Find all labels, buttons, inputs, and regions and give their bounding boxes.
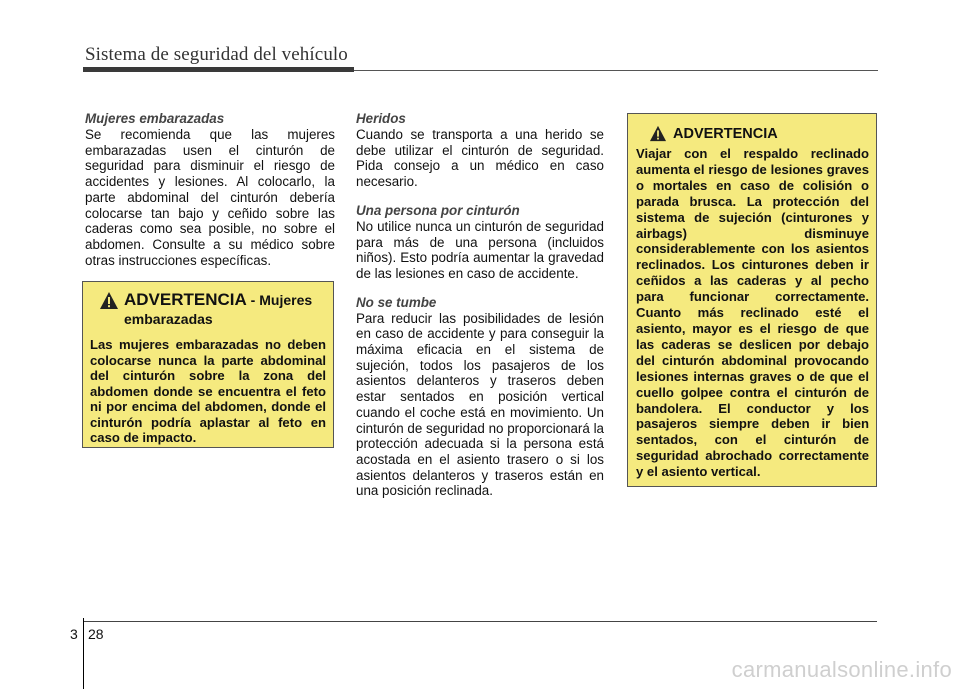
warning-title: ADVERTENCIA xyxy=(124,290,247,309)
footer-divider xyxy=(83,618,84,689)
section-body-one-person: No utilice nunca un cinturón de seguridad para más de una persona (incluidos niños). Esto podría aumentar la gravedad de las lesiones en caso de accidente. xyxy=(356,218,604,281)
warning-box-reclined xyxy=(627,113,877,487)
warning-subtitle-cont: embarazadas xyxy=(124,311,213,327)
warning-body-reclined: Viajar con el respaldo reclinado aumenta el riesgo de lesiones graves o mortales en caso de colisión o parada brusca. La protección del sistema de sujeción (cinturones y airbags) disminuye considerablemente con los asientos reclinados. Los cinturones deben ir ceñidos a las caderas y al pecho para funcionar correctamente. Cuanto más reclinado esté el asiento, mayor es el riesgo de que las caderas se deslicen por debajo del cinturón abdominal provocando lesiones internas graves o de que el cuello golpee contra el cinturón de bandolera. El conductor y los pasajeros siempre deben ir bien sentados, con el cinturón de seguridad abrochado correctamente y el asiento vertical. xyxy=(636,146,869,480)
column-middle xyxy=(356,110,604,499)
warning-body-pregnant: Las mujeres embarazadas no deben colocarse nunca la parte abdominal del cinturón sobre la zona del abdomen donde se encuentra el feto ni por encima del abdomen, donde el cinturón podría aplastar al feto en caso de impacto. xyxy=(90,337,326,445)
section-heading-pregnant: Mujeres embarazadas xyxy=(85,111,225,126)
section-heading-injured: Heridos xyxy=(356,111,406,126)
watermark: carmanualsonline.info xyxy=(731,657,952,682)
page-number: 28 xyxy=(88,626,104,642)
page-section-number: 3 xyxy=(70,626,78,642)
section-body-pregnant: Se recomienda que las mujeres embarazadas usen el cinturón de seguridad para disminuir el riesgo de accidentes y lesiones. Al colocarlo, la parte abdominal del cinturón debería colocarse tan bajo y ceñido sobre las caderas como sea posible, no sobre el abdomen. Consulte a su médico sobre otras instrucciones específicas. xyxy=(85,127,335,268)
section-body-injured: Cuando se transporta a una herido se debe utilizar el cinturón de seguridad. Pida consejo a un médico en caso necesario. xyxy=(356,127,604,190)
header-rule xyxy=(83,67,354,72)
section-heading-one-person: Una persona por cinturón xyxy=(356,202,520,218)
page-header-title: Sistema de seguridad del vehículo xyxy=(85,44,348,65)
warning-title: ADVERTENCIA xyxy=(673,126,778,142)
warning-triangle-icon xyxy=(99,291,119,310)
section-heading-no-lying: No se tumbe xyxy=(356,294,437,310)
warning-box-pregnant xyxy=(82,281,334,448)
section-body-no-lying: Para reducir las posibilidades de lesión en caso de accidente y para conseguir la máxima eficacia en el sistema de sujeción, todos los pasajeros de los asientos delanteros y traseros deben estar sentados en posición vertical cuando el coche está en movimiento. Un cinturón de seguridad no proporcionará la protección adecuada si la persona está acostada en el asiento trasero o si los asientos delanteros y traseros están en una posición reclinada. xyxy=(356,310,604,499)
header-rule-thin xyxy=(354,70,878,71)
column-left xyxy=(85,110,335,268)
footer-rule xyxy=(83,621,877,622)
warning-triangle-icon xyxy=(649,125,667,142)
warning-subtitle: - Mujeres xyxy=(246,292,313,308)
